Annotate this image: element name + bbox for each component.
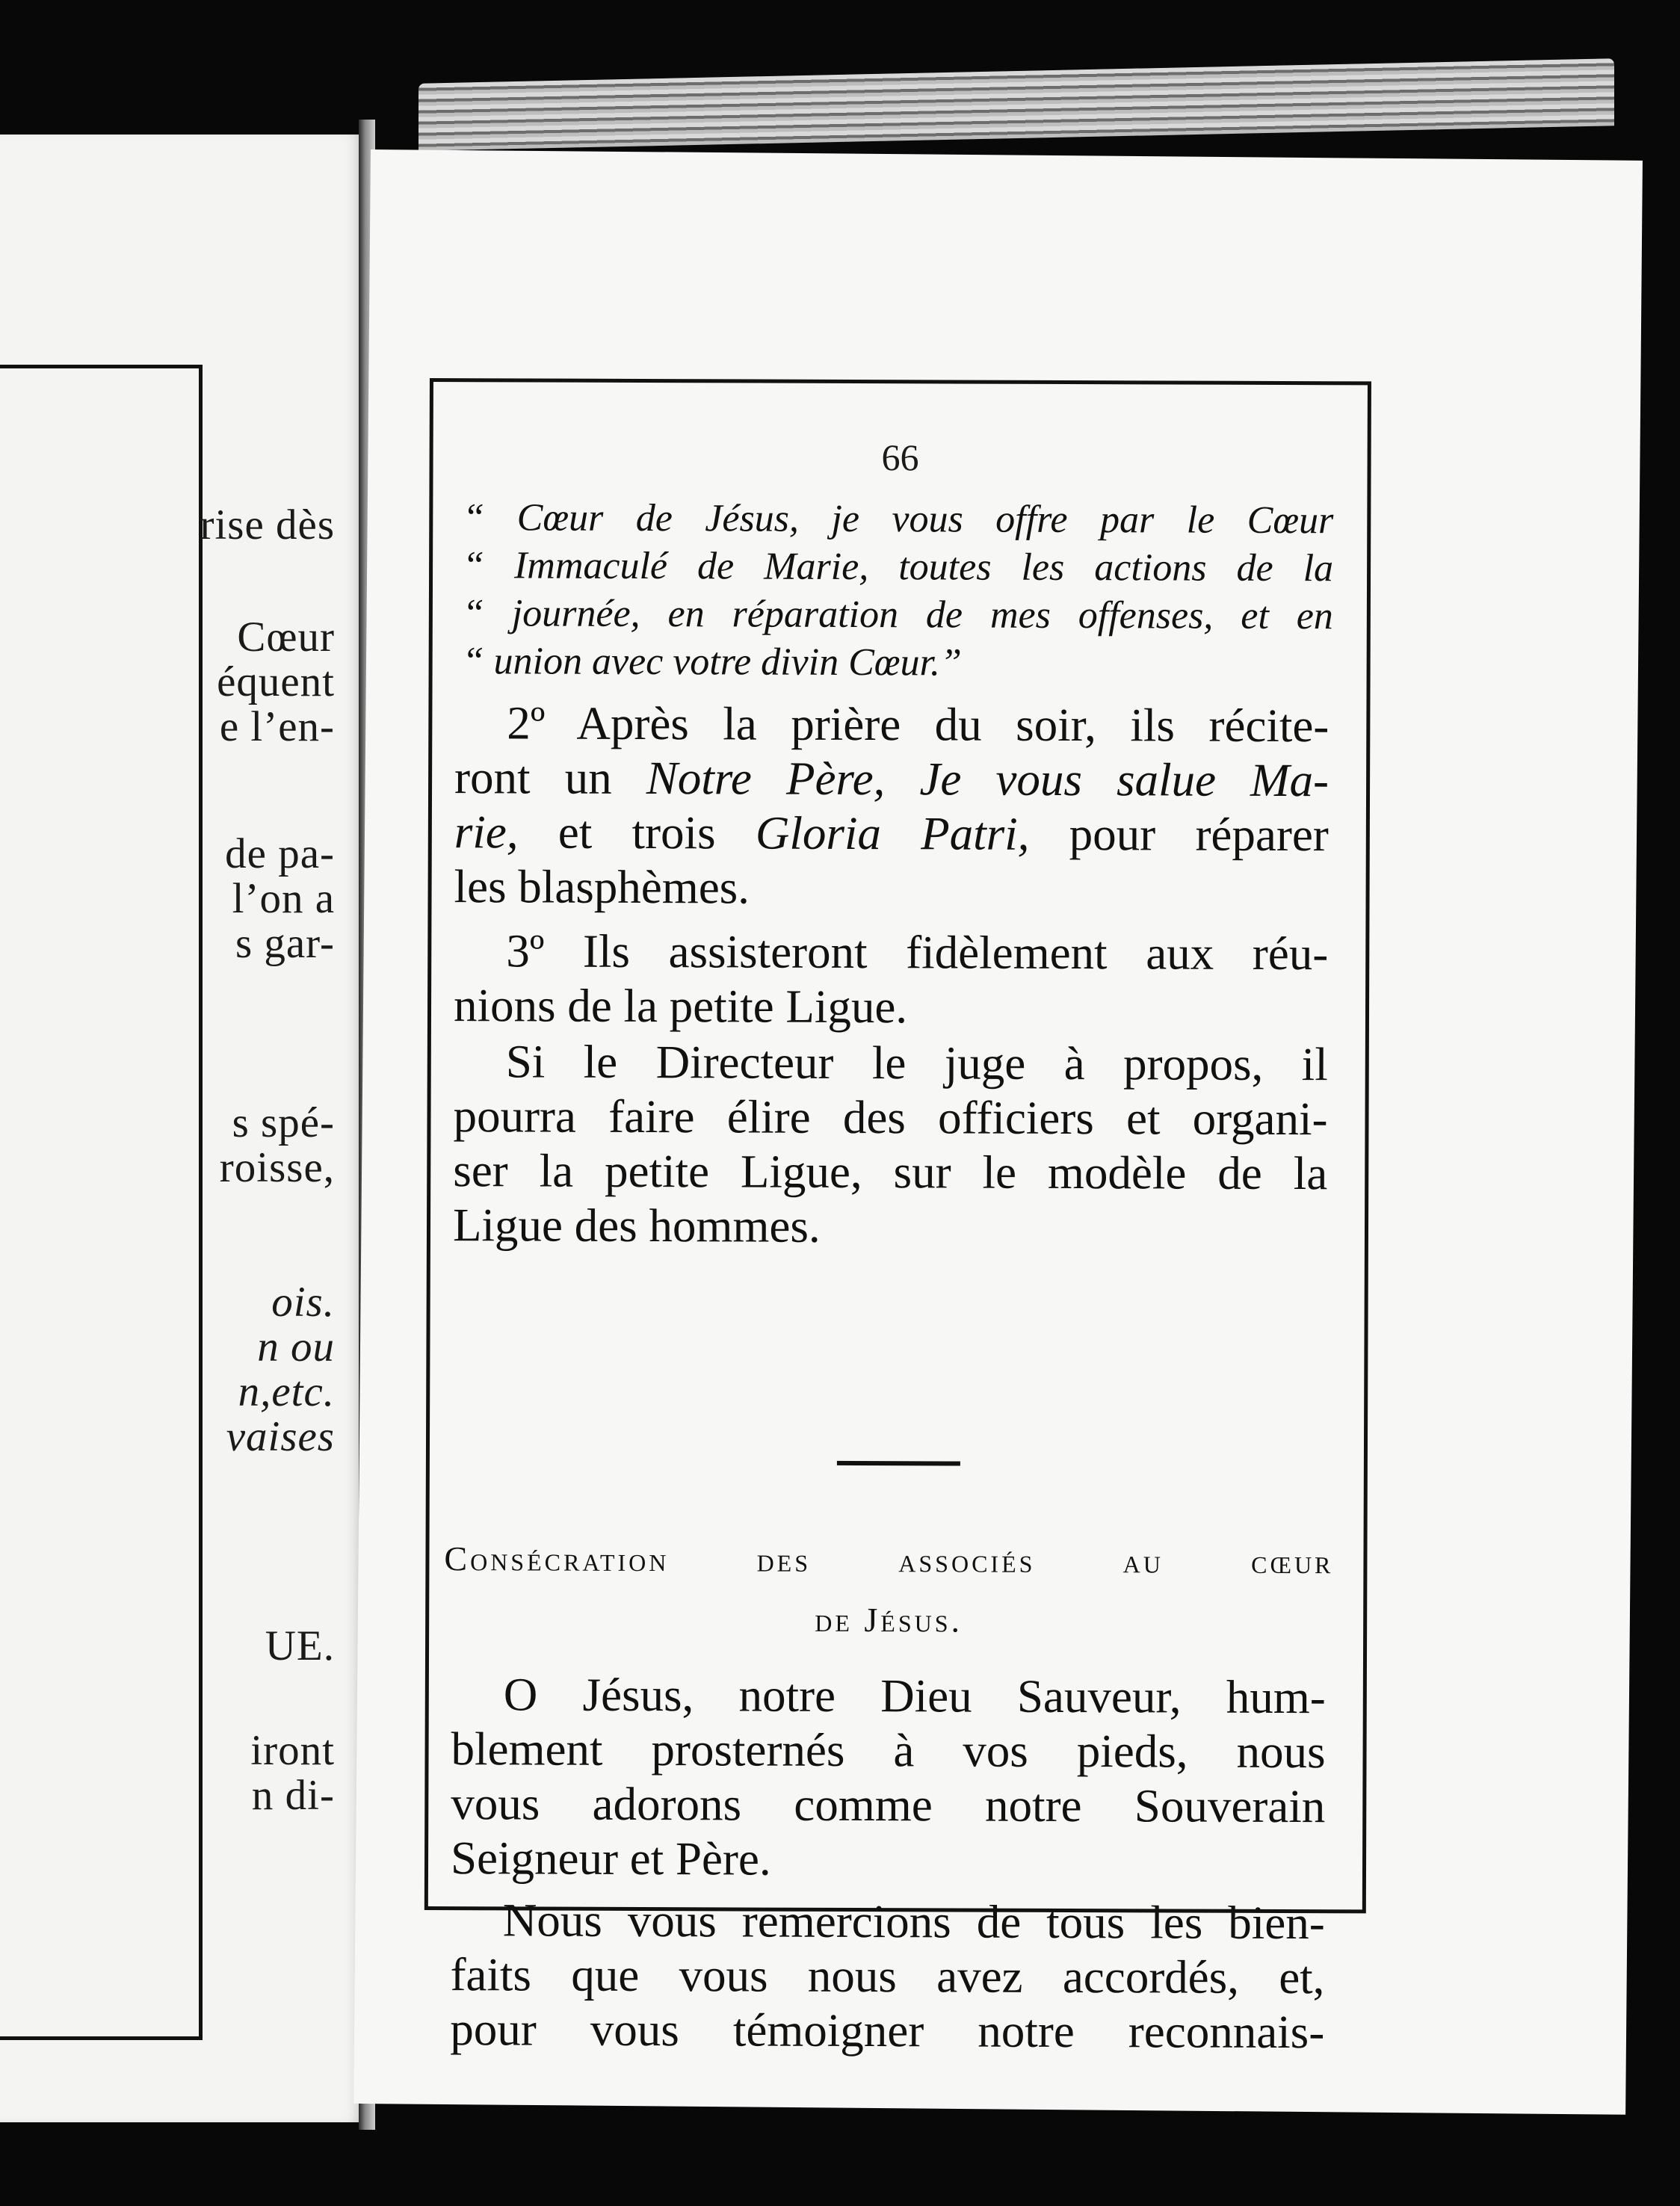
text-line: pourra faire élire des officiers et organi- xyxy=(453,1090,1328,1146)
prayer-line: “ journée, en réparation de mes offenses, et en xyxy=(462,592,1333,638)
heading-line: de Jésus. xyxy=(815,1600,963,1640)
page-number: 66 xyxy=(881,436,919,479)
paragraph-consecration xyxy=(451,1667,1326,1888)
left-page-fragment: e l’en- xyxy=(219,703,335,750)
left-page-fragment: s gar- xyxy=(235,920,335,967)
text-line: vous adorons comme notre Souverain xyxy=(451,1777,1326,1833)
section-divider xyxy=(837,1461,960,1466)
page-frame xyxy=(424,378,1371,2059)
left-page-fragment: Cœur xyxy=(237,614,335,661)
text-line: Si le Directeur le juge à propos, il xyxy=(505,1035,1328,1091)
text-line: blement prosternés à vos pieds, nous xyxy=(451,1723,1326,1779)
left-page-fragment: s spé- xyxy=(232,1099,335,1146)
paragraph-meetings xyxy=(454,924,1329,1036)
text-line: Seigneur et Père. xyxy=(450,1832,771,1885)
text-line: ront un Notre Père, Je vous salue Ma- xyxy=(454,751,1330,807)
text-line: ser la petite Ligue, sur le modèle de la xyxy=(453,1144,1328,1200)
paragraph-director xyxy=(453,1034,1328,1255)
left-page-fragment: ois. xyxy=(271,1279,335,1326)
prayer-quote xyxy=(463,494,1334,688)
text-line: Nous vous remercions de tous les bien- xyxy=(502,1894,1325,1950)
text-line: 3º Ils assisteront fidèlement aux réu- xyxy=(506,924,1329,980)
left-page-fragment: équent xyxy=(217,658,335,705)
left-page-fragment: roisse, xyxy=(219,1144,335,1191)
text-line: faits que vous nous avez accordés, et, xyxy=(450,1948,1325,2004)
prayer-line: “ Immaculé de Marie, toutes les actions de la xyxy=(463,544,1334,590)
left-page xyxy=(0,135,365,2122)
text-line: Ligue des hommes. xyxy=(452,1199,821,1252)
left-page-fragment: iront xyxy=(250,1727,335,1774)
left-page-fragment: vaises xyxy=(226,1413,335,1460)
text-line: nions de la petite Ligue. xyxy=(453,979,908,1034)
text-line: rie, et trois Gloria Patri, pour réparer xyxy=(454,806,1329,862)
prayer-line: “ Cœur de Jésus, je vous offre par le Cœur xyxy=(463,496,1334,543)
text-line: les blasphèmes. xyxy=(454,860,750,914)
left-page-fragment: UE. xyxy=(265,1622,335,1669)
left-page-fragment: de pa- xyxy=(225,830,335,877)
left-page-fragment: n,etc. xyxy=(238,1368,335,1415)
left-page-fragment: n ou xyxy=(257,1323,335,1371)
left-page-fragment: l’on a xyxy=(232,875,335,922)
paragraph-thanks xyxy=(450,1893,1325,2060)
right-page xyxy=(353,149,1643,2115)
left-page-frame xyxy=(0,365,203,2040)
paragraph-evening-prayer xyxy=(454,696,1329,917)
section-heading xyxy=(444,1529,1334,1652)
text-line: O Jésus, notre Dieu Sauveur, hum- xyxy=(503,1668,1326,1724)
text-line: pour vous témoigner notre reconnais- xyxy=(450,2003,1325,2059)
prayer-line: “ union avec votre divin Cœur.” xyxy=(462,640,963,685)
heading-line: Consécration des associés au cœur xyxy=(444,1539,1334,1581)
left-page-fragment: n di- xyxy=(251,1772,335,1819)
text-line: 2º Après la prière du soir, ils récite- xyxy=(507,696,1330,753)
left-page-fragment: rise dès xyxy=(200,501,335,549)
